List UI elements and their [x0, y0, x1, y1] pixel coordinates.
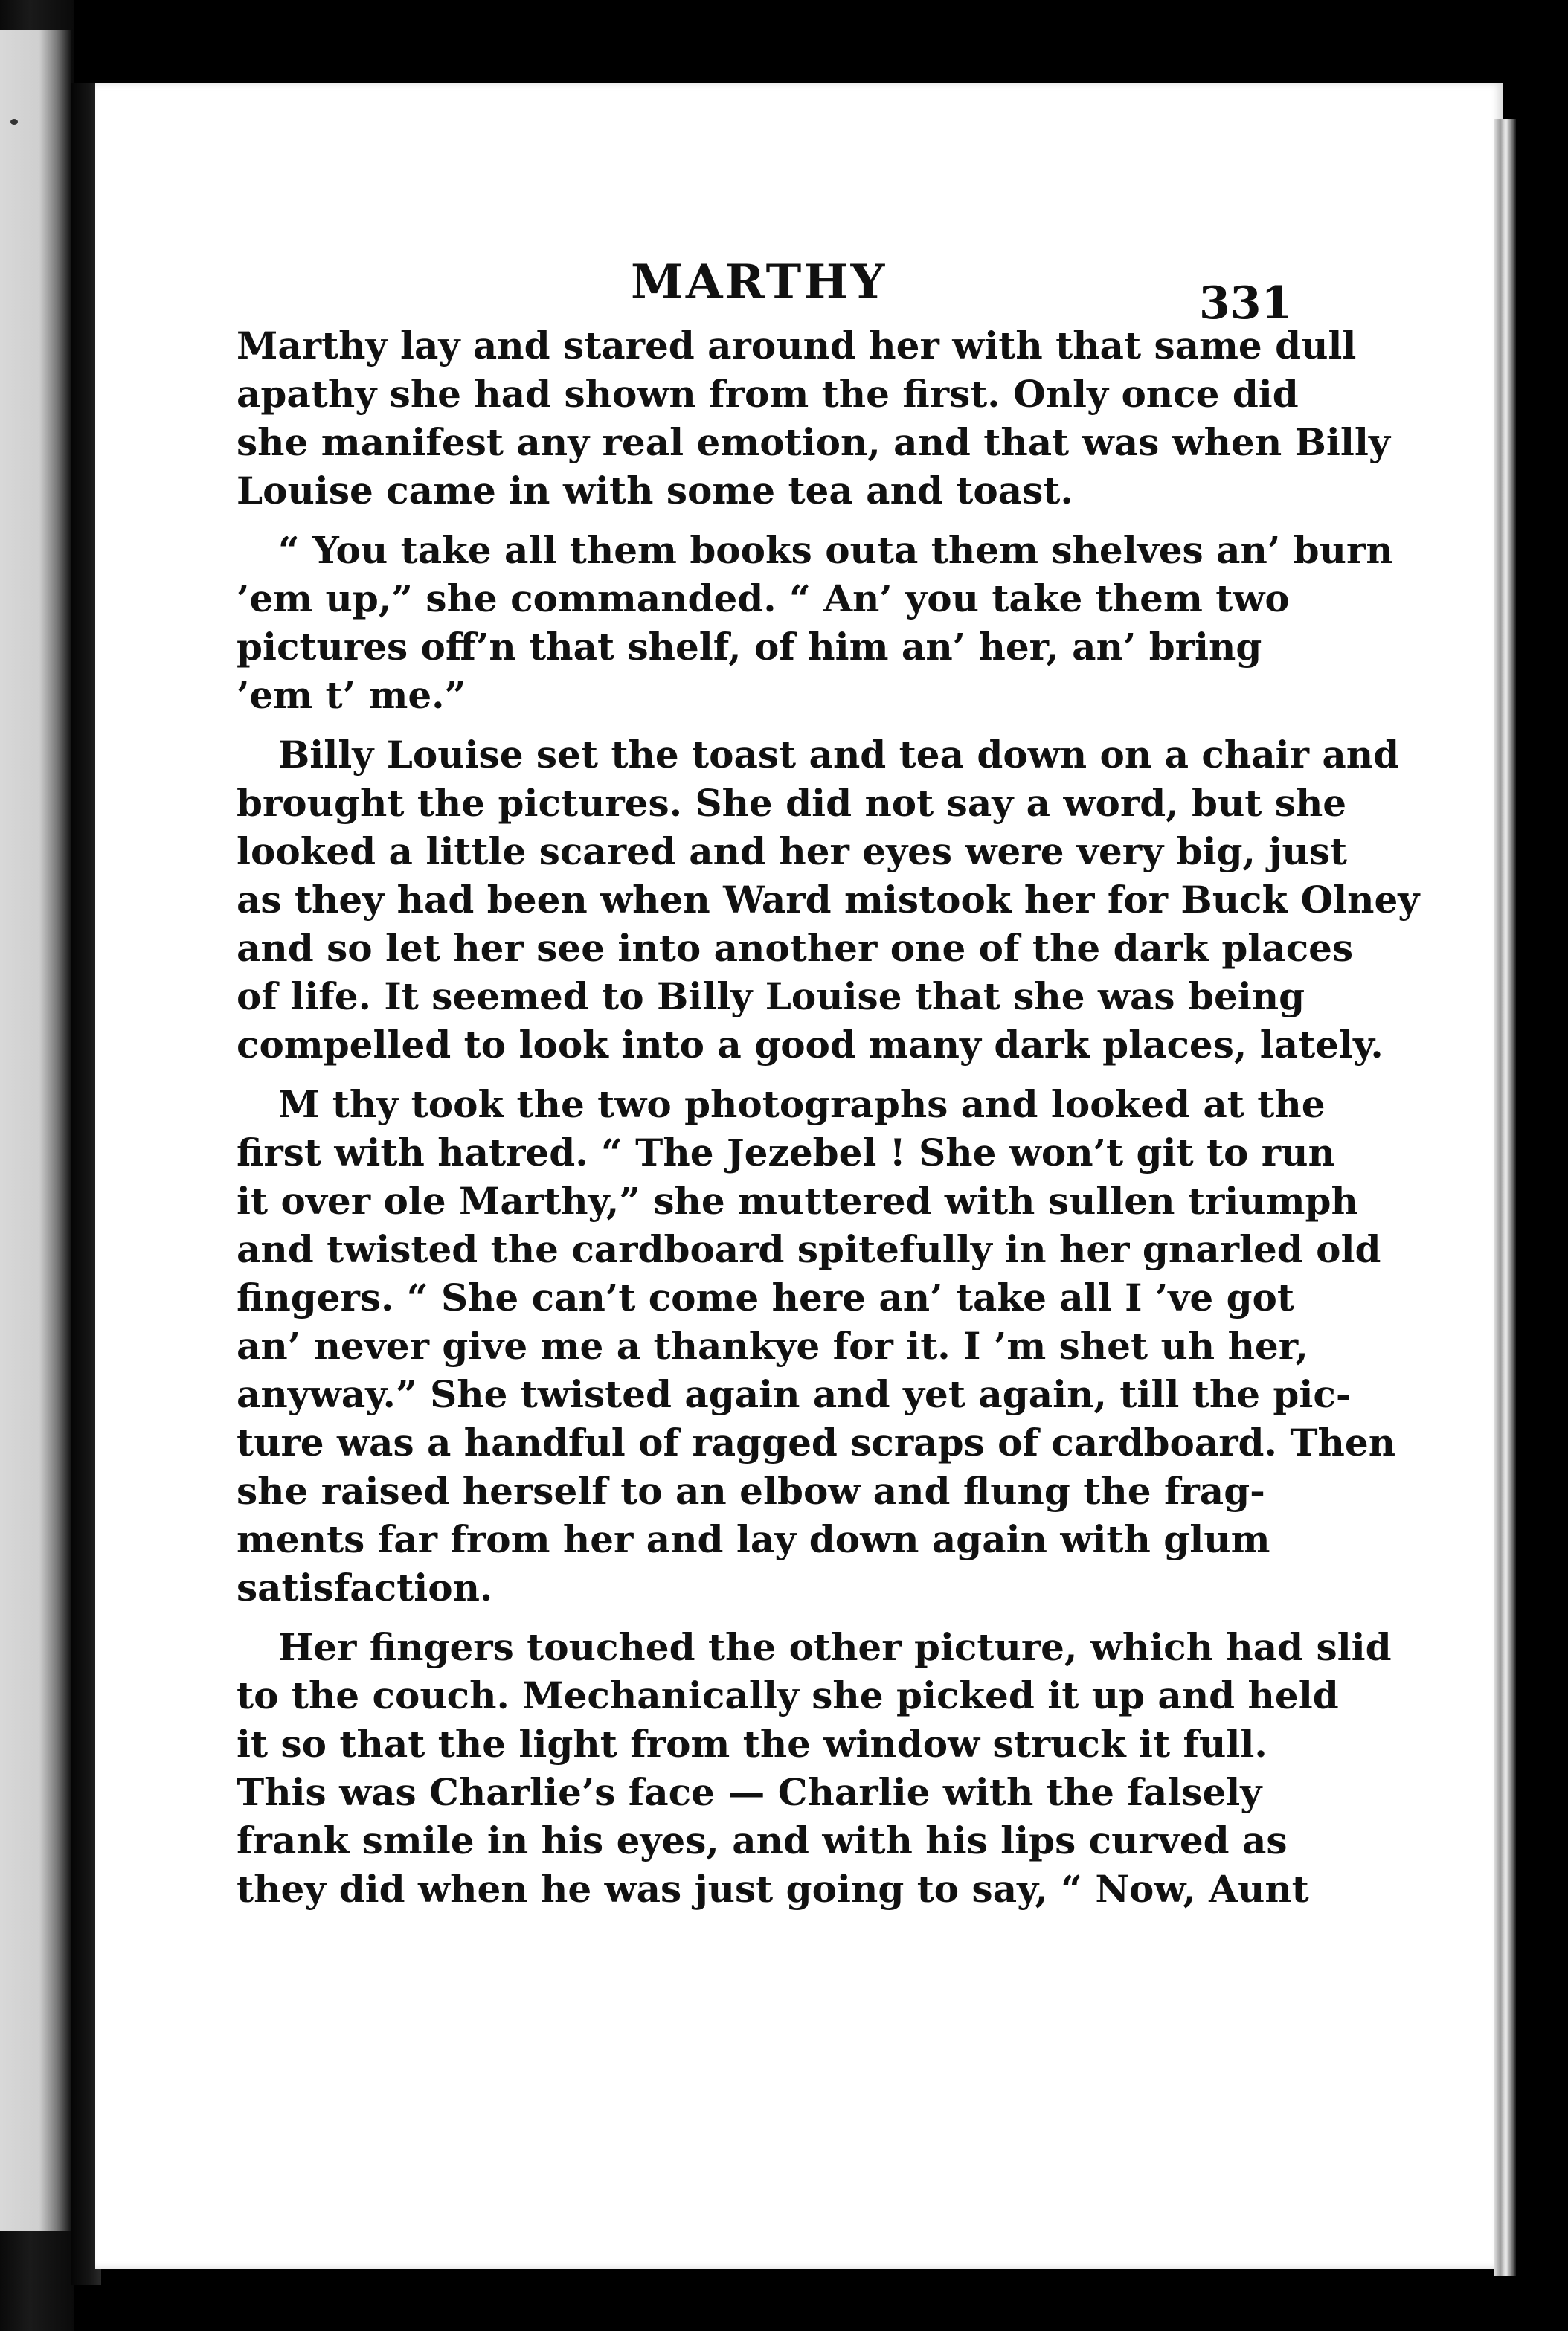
- text-line: brought the pictures. She did not say a word, but she: [237, 781, 1347, 825]
- paragraph: [237, 730, 1420, 1069]
- text-line: looked a little scared and her eyes were very big, just: [237, 829, 1347, 873]
- text-line: it so that the light from the window struck it full.: [237, 1722, 1267, 1766]
- text-line: of life. It seemed to Billy Louise that she was being: [237, 974, 1305, 1018]
- text-line: it over ole Marthy,” she muttered with sullen triumph: [237, 1179, 1358, 1223]
- scan-speck: [10, 119, 18, 125]
- paragraph: [237, 1623, 1392, 1913]
- text-line: she manifest any real emotion, and that was when Billy: [237, 420, 1390, 464]
- text-line: anyway.” She twisted again and yet again, till the pic-: [237, 1372, 1352, 1416]
- text-line: they did when he was just going to say, “ Now, Aunt: [237, 1867, 1309, 1911]
- text-line: M thy took the two photographs and looked at the: [278, 1082, 1326, 1126]
- facing-page-edge: [0, 30, 71, 2231]
- text-line: as they had been when Ward mistook her for Buck Olney: [237, 878, 1420, 922]
- page-stack-edge: [1494, 119, 1516, 2276]
- text-line: pictures off’n that shelf, of him an’ her, an’ bring: [237, 625, 1262, 669]
- text-line: “ You take all them books outa them shelves an’ burn: [278, 528, 1393, 572]
- text-line: an’ never give me a thankye for it. I ’m shet uh her,: [237, 1324, 1308, 1368]
- text-line: ’em up,” she commanded. “ An’ you take them two: [237, 576, 1290, 620]
- body-text: [237, 321, 1420, 1924]
- running-head: [0, 170, 1568, 329]
- text-line: ture was a handful of ragged scraps of cardboard. Then: [237, 1421, 1396, 1464]
- page-number: 331: [1199, 277, 1293, 329]
- text-line: ments far from her and lay down again with glum: [237, 1517, 1270, 1561]
- paragraph: [237, 526, 1393, 719]
- text-line: frank smile in his eyes, and with his lips curved as: [237, 1819, 1288, 1862]
- text-line: Marthy lay and stared around her with that same dull: [237, 324, 1357, 367]
- text-line: compelled to look into a good many dark places, lately.: [237, 1023, 1384, 1067]
- paragraph: [237, 1080, 1396, 1612]
- text-line: Billy Louise set the toast and tea down on a chair and: [278, 733, 1400, 777]
- running-title: MARTHY: [631, 254, 887, 310]
- paragraph: [237, 321, 1390, 515]
- text-line: and twisted the cardboard spitefully in her gnarled old: [237, 1227, 1381, 1271]
- text-line: ’em t’ me.”: [237, 673, 466, 717]
- text-line: fingers. “ She can’t come here an’ take all I ’ve got: [237, 1276, 1294, 1319]
- text-line: she raised herself to an elbow and flung the frag-: [237, 1469, 1265, 1513]
- text-line: apathy she had shown from the first. Only once did: [237, 372, 1299, 416]
- text-line: Louise came in with some tea and toast.: [237, 469, 1073, 512]
- text-line: This was Charlie’s face — Charlie with the falsely: [237, 1770, 1262, 1814]
- text-line: and so let her see into another one of the dark places: [237, 926, 1354, 970]
- text-line: first with hatred. “ The Jezebel ! She won’t git to run: [237, 1131, 1335, 1174]
- text-line: Her fingers touched the other picture, which had slid: [278, 1625, 1392, 1669]
- text-line: to the couch. Mechanically she picked it up and held: [237, 1674, 1339, 1717]
- text-line: satisfaction.: [237, 1566, 493, 1610]
